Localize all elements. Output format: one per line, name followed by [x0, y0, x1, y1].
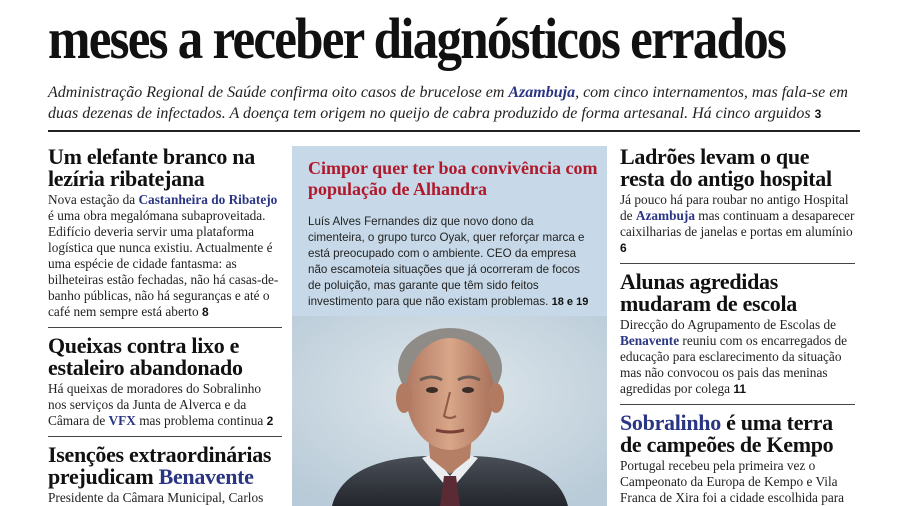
story-title-before: Isenções extraordinárias prejudicam: [48, 442, 272, 489]
story-body: [48, 192, 282, 320]
featured-story-box[interactable]: [292, 146, 607, 506]
story-highlight: Azambuja: [635, 208, 695, 223]
story-title: [48, 444, 282, 488]
story-elefante-branco[interactable]: [48, 146, 282, 320]
story-sobralinho-kempo[interactable]: [620, 412, 855, 506]
story-highlight: VFX: [108, 413, 136, 428]
story-alunas-agredidas[interactable]: [620, 271, 855, 397]
lead-text-after: , com cinco internamentos, mas fala-se em duas dezenas de infectados. A doença tem origem no queijo de cabra produzido de forma artesanal. Há cinco arguidos: [48, 84, 848, 122]
story-highlight: Benavente: [620, 333, 680, 348]
story-body: [620, 458, 855, 506]
story-title-highlight: Benavente: [158, 464, 254, 489]
featured-body: [308, 214, 592, 310]
story-body-after: mas problema continua: [135, 413, 267, 428]
story-body-before: Direcção do Agrupamento de Escolas de: [620, 317, 836, 332]
story-isencoes[interactable]: [48, 444, 282, 506]
featured-page-numbers: 18 e 19: [551, 296, 589, 308]
story-ladroes-hospital[interactable]: [620, 146, 855, 256]
left-column: [48, 146, 282, 506]
story-title: [620, 412, 855, 456]
story-title: Um elefante branco na lezíria ribatejana: [48, 144, 255, 191]
story-divider: [48, 436, 282, 437]
main-headline: meses a receber diagnósticos errados: [48, 6, 786, 71]
header-divider: [48, 130, 860, 132]
story-body-before: Portugal recebeu pela primeira vez o Campeonato da Europa de Kempo e Vila Franca de Xira foi a cidade escolhida para: [620, 458, 845, 505]
story-body-before: Já pouco há para roubar no antigo Hospital de: [620, 192, 849, 223]
story-title: Queixas contra lixo e estaleiro abandonado: [48, 333, 243, 380]
story-body-before: Nova estação da: [48, 192, 139, 207]
story-body-before: Há queixas de moradores do Sobralinho nos serviços da Junta de Alverca e da Câmara de: [48, 381, 262, 428]
story-page-number: 2: [266, 414, 274, 428]
lead-highlight: Azambuja: [508, 84, 576, 101]
ceo-portrait-photo: [292, 316, 607, 506]
story-highlight: Castanheira do Ribatejo: [138, 192, 278, 207]
featured-title: Cimpor quer ter boa convivência com população de Alhandra: [308, 158, 598, 199]
story-page-number: 11: [733, 382, 747, 396]
featured-body-text: Luís Alves Fernandes diz que novo dono da cimenteira, o grupo turco Oyak, quer reforçar marca e está preocupado com o ambiente. CEO da empresa não escamoteia situações que já ocorreram de focos de poluição, mas garante que têm sido feitos investimento para que não existam problemas.: [308, 215, 585, 308]
story-title-highlight: Sobralinho: [620, 410, 721, 435]
story-title: Ladrões levam o que resta do antigo hospital: [620, 144, 832, 191]
story-title: Alunas agredidas mudaram de escola: [620, 269, 797, 316]
story-queixas-lixo[interactable]: [48, 335, 282, 429]
lead-text-before: Administração Regional de Saúde confirma oito casos de brucelose em: [48, 84, 509, 101]
story-body-after: reuniu com os encarregados de educação para esclarecimento da situação mas não convocou os pais das meninas agredidas por colega: [620, 333, 848, 396]
story-body: Presidente da Câmara Municipal, Carlos: [48, 490, 264, 505]
story-body: [620, 192, 855, 256]
story-body-after: mas continuam a desaparecer caixilharias de janelas e portas em alumínio: [620, 208, 855, 239]
right-column: [620, 146, 855, 506]
story-body-after: é uma obra megalómana subaproveitada. Edifício deveria servir uma plataforma logística que nunca existiu. Actualmente é uma espécie de cidade fantasma: as bilheteiras estão fechadas, não há casas-de-banho públicas, não há seguranças e até o café nem sempre está aberto: [48, 208, 279, 319]
story-divider: [620, 404, 855, 405]
lead-paragraph: [48, 82, 868, 125]
story-body: [48, 381, 282, 429]
story-body: [620, 317, 855, 397]
story-page-number: 8: [201, 305, 209, 319]
story-divider: [48, 327, 282, 328]
story-divider: [620, 263, 855, 264]
story-page-number: 6: [620, 241, 627, 255]
story-title-after: é uma terra de campeões de Kempo: [620, 410, 834, 457]
lead-page-number: 3: [814, 107, 822, 121]
